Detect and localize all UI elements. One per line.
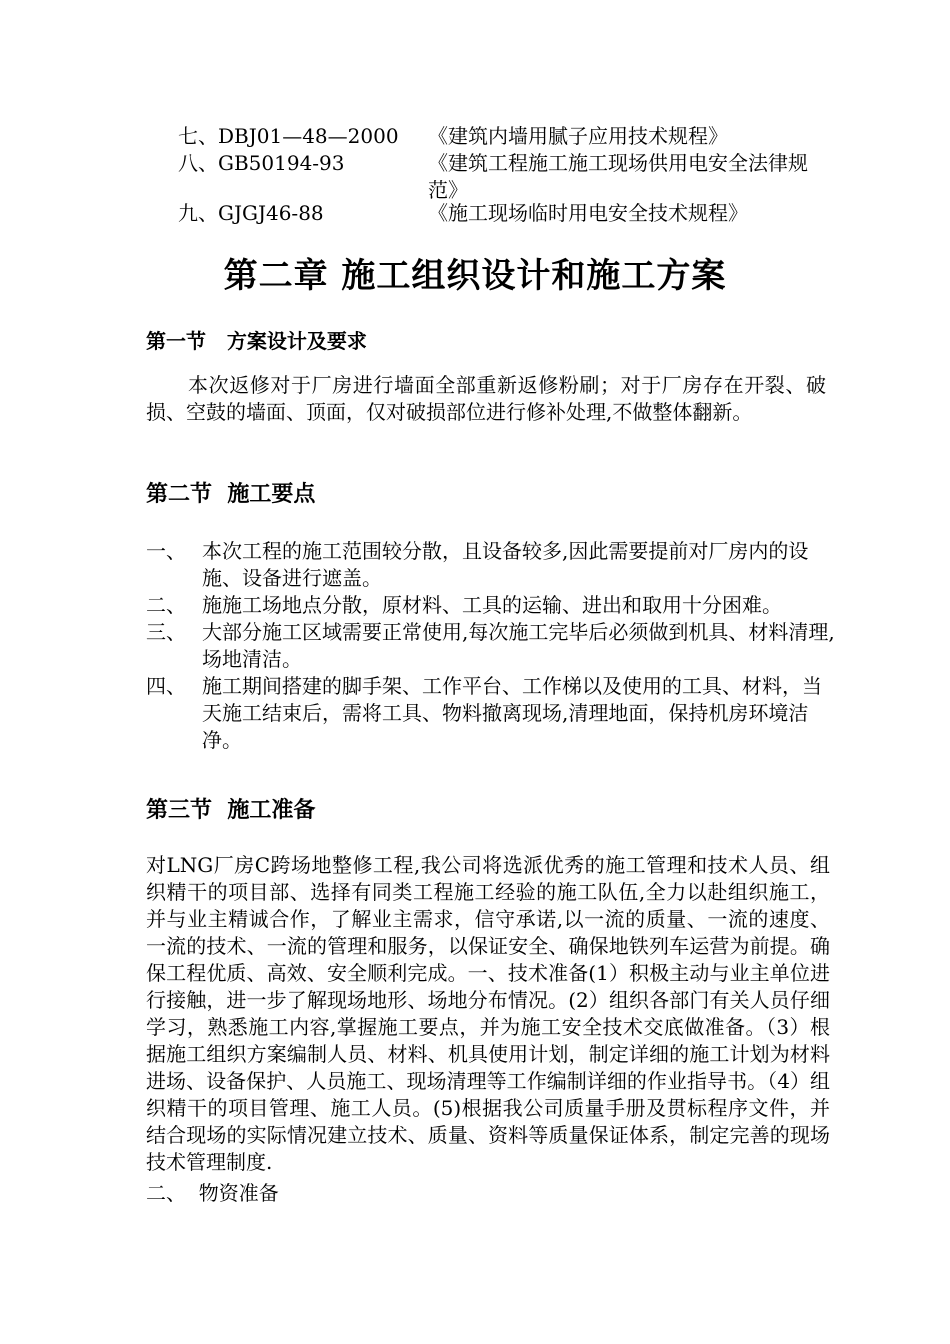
list-item — [146, 538, 836, 592]
list-text: 本次工程的施工范围较分散，且设备较多,因此需要提前对厂房内的设施、设备进行遮盖。 — [202, 539, 809, 590]
standard-code: 九、GJGJ46-88 — [178, 201, 324, 225]
section-paragraph: 本次返修对于厂房进行墙面全部重新返修粉刷；对于厂房存在开裂、破损、空鼓的墙面、顶面，仅对破损部位进行修补处理,不做整体翻新。 — [146, 373, 826, 424]
standard-code: 七、DBJ01—48—2000 — [178, 124, 399, 148]
list-number: 一、 — [146, 539, 186, 563]
standard-row — [178, 200, 748, 227]
list-item — [146, 673, 836, 754]
standard-name: 《建筑内墙用腻子应用技术规程》 — [428, 124, 728, 148]
list-text: 施施工场地点分散，原材料、工具的运输、进出和取用十分困难。 — [202, 593, 782, 617]
list-item — [146, 592, 836, 619]
list-number: 二、 — [146, 593, 186, 617]
list-text: 施工期间搭建的脚手架、工作平台、工作梯以及使用的工具、材料，当天施工结束后，需将工具、物料撤离现场,清理地面，保持机房环境洁净。 — [202, 674, 822, 752]
standard-row — [178, 150, 808, 202]
standard-name: 《施工现场临时用电安全技术规程》 — [428, 201, 748, 225]
list-number: 三、 — [146, 620, 186, 644]
list-item — [146, 619, 836, 673]
chapter-title: 第二章 施工组织设计和施工方案 — [223, 256, 727, 296]
section-title: 第二节 施工要点 — [146, 481, 316, 507]
section-title: 第一节 方案设计及要求 — [146, 329, 367, 353]
section-paragraph: 对LNG厂房C跨场地整修工程,我公司将选派优秀的施工管理和技术人员、组织精干的项目部、选择有同类工程施工经验的施工队伍,全力以赴组织施工，并与业主精诚合作，了解业主需求，信守承诺,以一流的质量、一流的速度、一流的技术、一流的管理和服务，以保证安全、确保地铁列车运营为前提。确保工程优质、高效、安全顺利完成。一、技术准备(1）积极主动与业主单位进行接触，进一步了解现场地形、场地分布情况。(2）组织各部门有关人员仔细学习，熟悉施工内容,掌握施工要点，并为施工安全技术交底做准备。（3）根据施工组织方案编制人员、材料、机具使用计划，制定详细的施工计划为材料进场、设备保护、人员施工、现场清理等工作编制详细的作业指导书。（4）组织精干的项目管理、施工人员。(5)根据我公司质量手册及贯标程序文件，并结合现场的实际情况建立技术、质量、资料等质量保证体系，制定完善的现场技术管理制度. — [146, 853, 830, 1174]
subsection-heading: 二、 物资准备 — [146, 1181, 279, 1205]
section-title: 第三节 施工准备 — [146, 797, 316, 823]
standard-name: 《建筑工程施工施工现场供用电安全法律规范》 — [428, 151, 808, 202]
list-number: 四、 — [146, 674, 186, 698]
standard-code: 八、GB50194-93 — [178, 151, 345, 175]
list-text: 大部分施工区域需要正常使用,每次施工完毕后必须做到机具、材料清理,场地清洁。 — [202, 620, 835, 671]
standard-row — [178, 123, 728, 150]
key-points-list — [146, 538, 836, 754]
